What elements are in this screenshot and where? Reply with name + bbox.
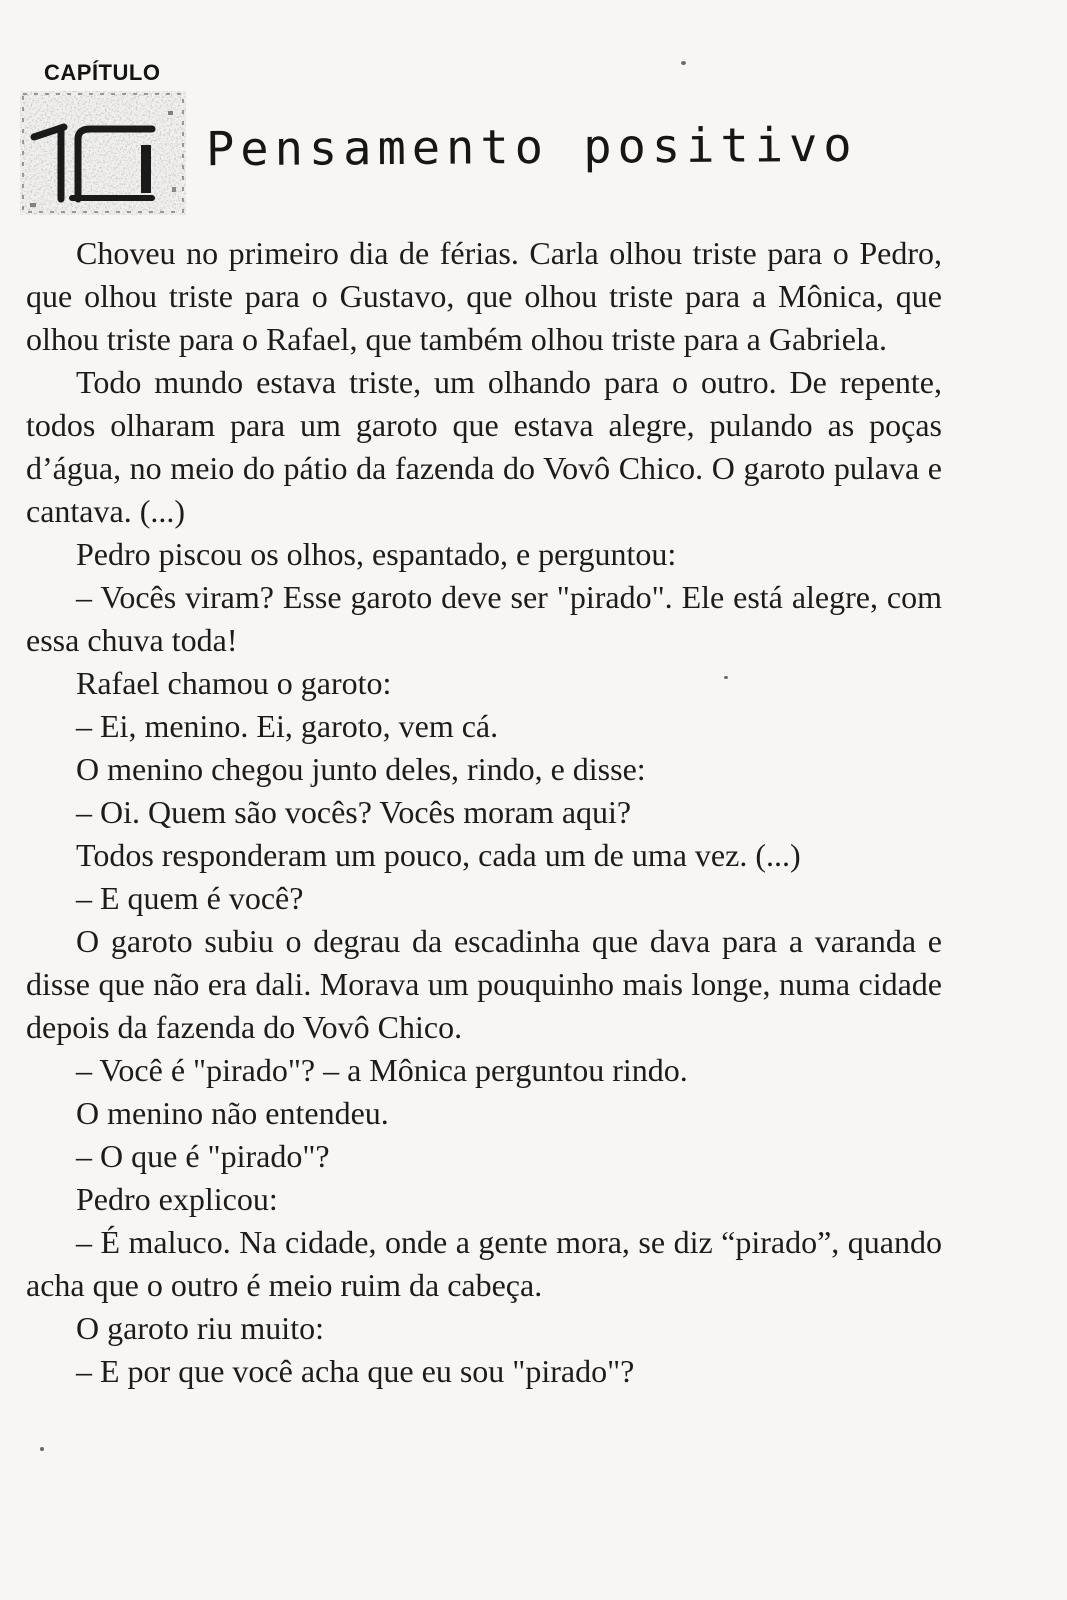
paragraph: – Você é "pirado"? – a Mônica perguntou rindo. <box>76 1052 688 1088</box>
chapter-label: CAPÍTULO <box>44 60 161 85</box>
paragraph: Todo mundo estava triste, um olhando para o outro. De repente, todos olharam para um garoto que estava alegre, pulando as poças d’água, no meio do pátio da fazenda do Vovô Chico. O garoto pulava e cantava. (...) <box>26 364 942 529</box>
paragraph: O garoto subiu o degrau da escadinha que dava para a varanda e disse que não era dali. Morava um pouquinho mais longe, numa cidade depois da fazenda do Vovô Chico. <box>26 923 942 1045</box>
paragraph: – É maluco. Na cidade, onde a gente mora, se diz “pirado”, quando acha que o outro é meio ruim da cabeça. <box>26 1224 942 1303</box>
chapter-number-stamp-icon <box>20 91 186 215</box>
paragraph: O menino chegou junto deles, rindo, e disse: <box>76 751 646 787</box>
paragraph: – Ei, menino. Ei, garoto, vem cá. <box>76 708 499 744</box>
scan-speck <box>724 676 728 679</box>
paragraph: – E quem é você? <box>76 880 304 916</box>
paragraph: Todos responderam um pouco, cada um de uma vez. (...) <box>76 837 801 873</box>
paragraph: – Oi. Quem são vocês? Vocês moram aqui? <box>76 794 632 830</box>
scan-speck <box>40 1447 44 1451</box>
paragraph: – Vocês viram? Esse garoto deve ser "pirado". Ele está alegre, com essa chuva toda! <box>26 579 942 658</box>
paragraph: Pedro explicou: <box>76 1181 278 1217</box>
scan-speck <box>681 61 686 65</box>
paragraph: O garoto riu muito: <box>76 1310 324 1346</box>
paragraph: – E por que você acha que eu sou "pirado"? <box>76 1353 635 1389</box>
story-text <box>26 232 942 1393</box>
paragraph: Choveu no primeiro dia de férias. Carla olhou triste para o Pedro, que olhou triste para o Gustavo, que olhou triste para a Mônica, que olhou triste para o Rafael, que também olhou triste para a Gabriela. <box>26 235 942 357</box>
page-title: Pensamento positivo <box>205 117 858 178</box>
paragraph: – O que é "pirado"? <box>76 1138 330 1174</box>
paragraph: O menino não entendeu. <box>76 1095 389 1131</box>
paragraph: Pedro piscou os olhos, espantado, e perguntou: <box>76 536 677 572</box>
paragraph: Rafael chamou o garoto: <box>76 665 392 701</box>
